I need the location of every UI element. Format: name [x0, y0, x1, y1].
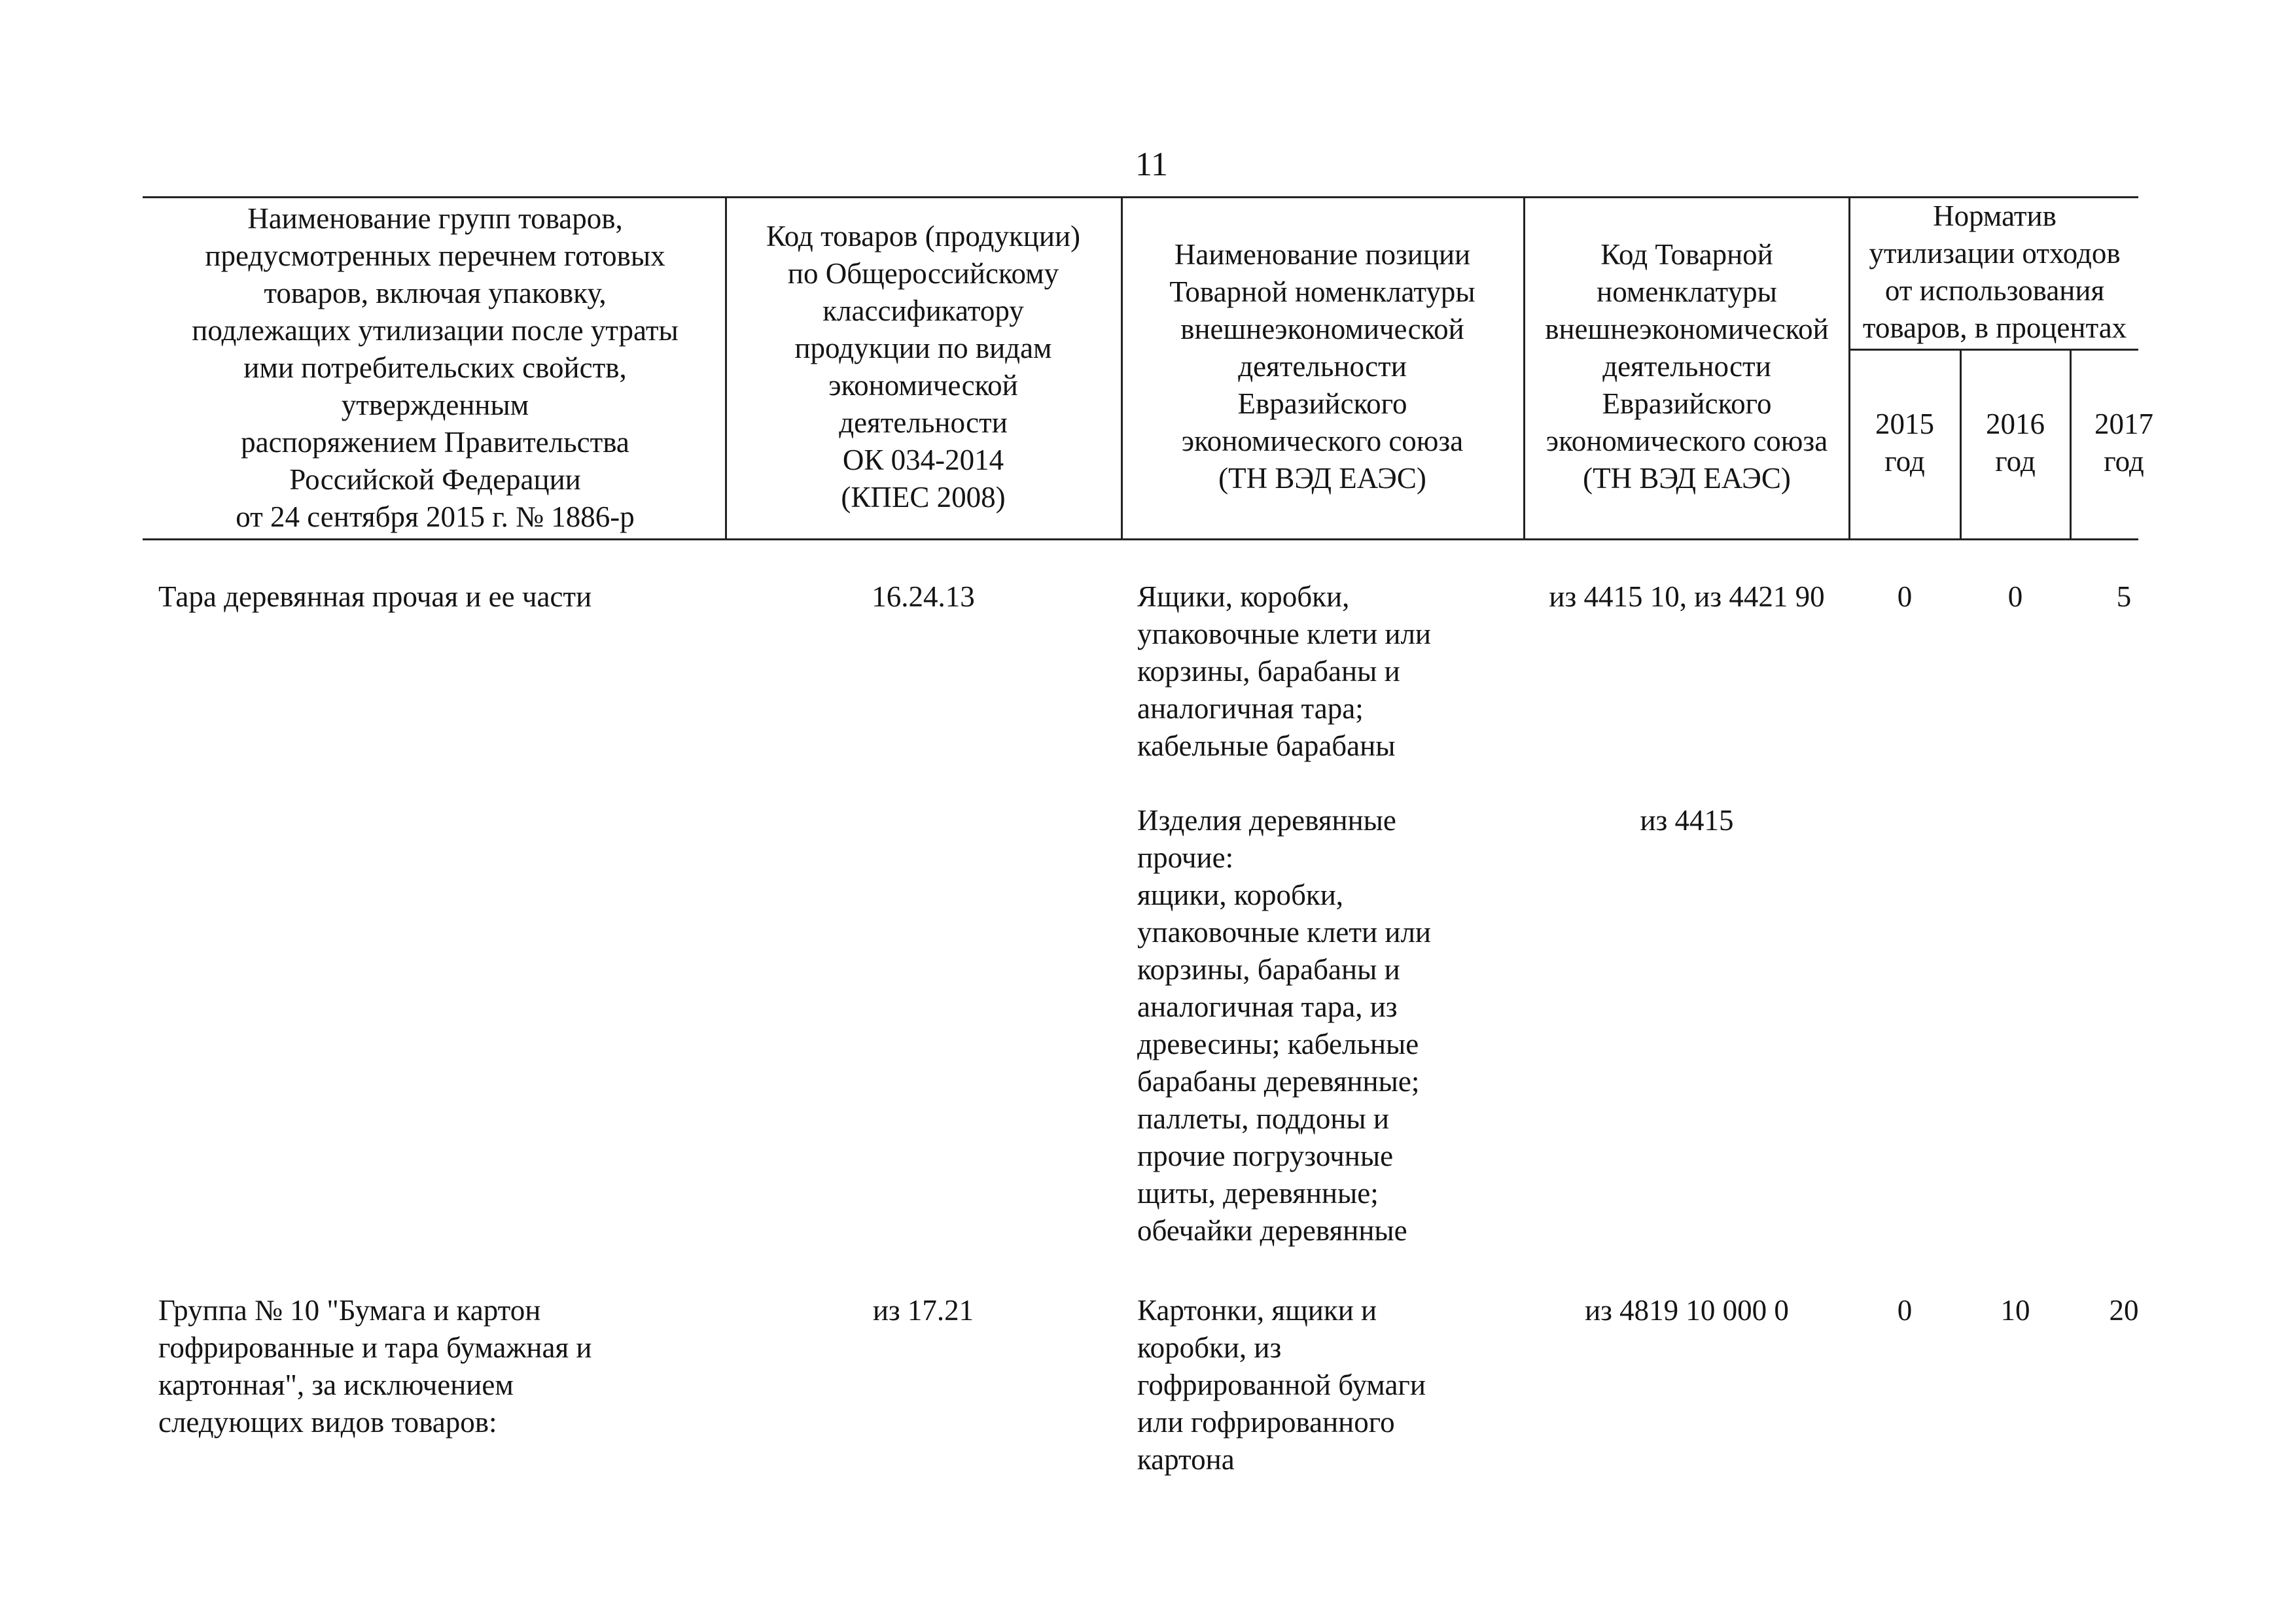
row1-value-2017: 5	[2116, 580, 2132, 613]
row1-tnved-name: Ящики, коробки, упаковочные клети или корзины, барабаны и аналогичная тара; кабельные барабаны	[1137, 580, 1431, 762]
header-year-2016: 2016 год	[1986, 408, 2045, 478]
header-year-2017: 2017 год	[2094, 408, 2153, 478]
row1-value-2015: 0	[1897, 580, 1913, 613]
row3-okpd-code: из 17.21	[872, 1294, 974, 1327]
row3-value-2017: 20	[2109, 1294, 2139, 1327]
row3-tnved-name: Картонки, ящики и коробки, из гофрированной бумаги или гофрированного картона	[1137, 1294, 1426, 1476]
header-norm: Норматив утилизации отходов от использования товаров, в процентах	[1862, 200, 2127, 344]
row1-tnved-code: из 4415 10, из 4421 90	[1549, 580, 1825, 613]
row3-tnved-code: из 4819 10 000 0	[1585, 1294, 1789, 1327]
row3-value-2016: 10	[2000, 1294, 2030, 1327]
header-top-rule	[143, 196, 2138, 198]
row3-value-2015: 0	[1897, 1294, 1913, 1327]
row2-tnved-name: Изделия деревянные прочие: ящики, коробки, упаковочные клети или корзины, барабаны и аналогичная тара, из древесины; кабельные барабаны деревянные; паллеты, поддоны и прочие погрузочные щиты, деревянные; обечайки деревянные	[1137, 804, 1431, 1247]
header-group-name: Наименование групп товаров, предусмотренных перечнем готовых товаров, включая упаковку, подлежащих утилизации после утраты ими потребительских свойств, утвержденным распоряжением Правительства Российской Федерации от 24 сентября 2015 г. № 1886-р	[192, 202, 679, 533]
header-tnved-name: Наименование позиции Товарной номенклатуры внешнеэкономической деятельности Евразийского экономического союза (ТН ВЭД ЕАЭС)	[1169, 238, 1475, 495]
row3-group-name: Группа № 10 "Бумага и картон гофрированные и тара бумажная и картонная", за исключением следующих видов товаров:	[158, 1294, 592, 1439]
row2-tnved-code: из 4415	[1640, 804, 1734, 837]
header-year-2015: 2015 год	[1875, 408, 1934, 478]
column-divider-2	[1121, 196, 1123, 540]
header-okpd-code: Код товаров (продукции) по Общероссийскому классификатору продукции по видам экономической деятельности ОК 034-2014 (КПЕС 2008)	[766, 220, 1081, 514]
row1-group-name: Тара деревянная прочая и ее части	[158, 580, 592, 613]
header-bottom-rule	[143, 538, 2138, 540]
header-tnved-code: Код Товарной номенклатуры внешнеэкономической деятельности Евразийского экономического союза (ТН ВЭД ЕАЭС)	[1545, 238, 1829, 495]
row1-value-2016: 0	[2007, 580, 2023, 613]
row1-okpd-code: 16.24.13	[872, 580, 975, 613]
column-divider-1	[725, 196, 727, 540]
years-subheader-rule	[1848, 349, 2138, 351]
page-number: 11	[1135, 146, 1169, 183]
